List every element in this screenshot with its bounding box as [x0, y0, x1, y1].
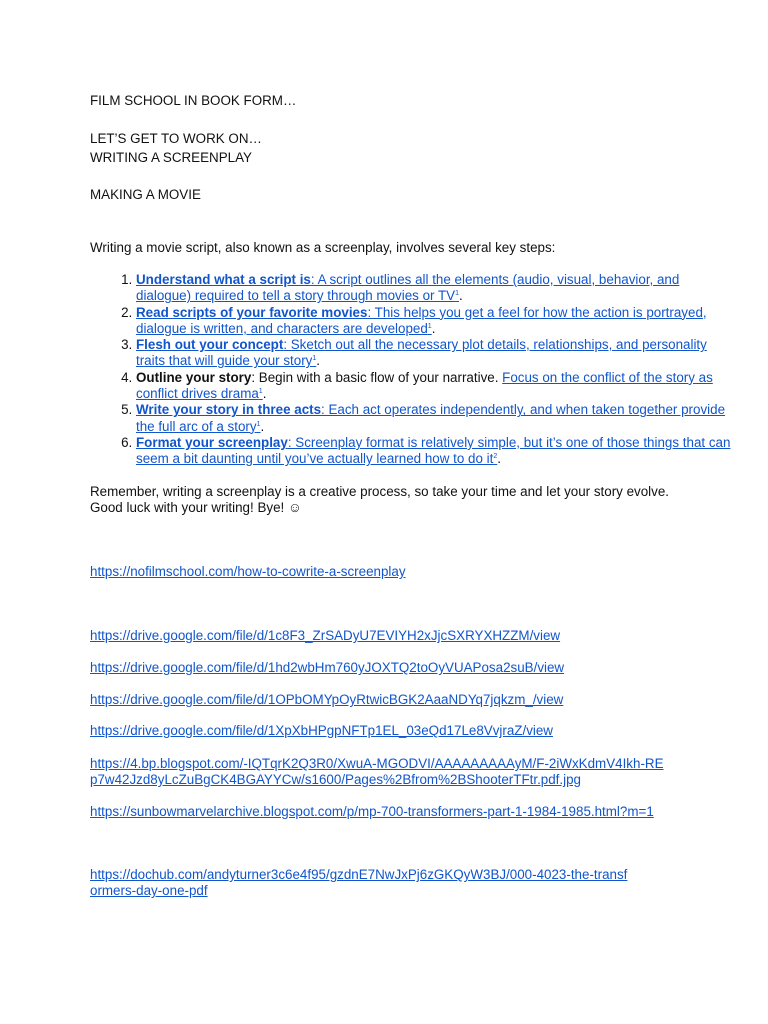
url-link[interactable]: https://drive.google.com/file/d/1XpXbHPgpNFTp1EL_03eQd17Le8VvjraZ/view	[90, 723, 553, 738]
list-item: 4. Outline your story: Begin with a basic flow of your narrative. Focus on the conflict of the story as conflict drives drama$^1$.	[136, 370, 736, 403]
intro-text: Writing a movie script, also known as a screenplay, involves several key steps:	[90, 240, 556, 255]
heading-writing-screenplay: WRITING A SCREENPLAY	[90, 150, 252, 165]
list-item: 5. Write your story in three acts: Each act operates independently, and when taken together provide the full arc of a story$^1$.	[136, 402, 736, 435]
step-link[interactable]: Format your screenplay: Screenplay format is relatively simple, but it’s one of those things that can seem a bit daunting until you’ve actually learned how to do $it^2$	[136, 434, 731, 467]
step-text: : Begin with a basic flow of your narrative.	[251, 369, 503, 385]
step-link[interactable]: Read scripts of your favorite movies: This helps you get a feel for how the action is portrayed, dialogue is written, and characters are developed$^1$	[136, 304, 707, 336]
closing-paragraph: Remember, writing a screenplay is a creative process, so take your time and let your story evolve. Good luck with your writing! Bye! ☺	[90, 484, 670, 516]
step-link[interactable]: Write your story in three acts: Each act operates independently, and when taken together provide the full arc of a story$^1$	[136, 402, 726, 434]
url-link[interactable]: https://4.bp.blogspot.com/-IQTqrK2Q3R0/XwuA-MGODVI/AAAAAAAAAyM/F-2iWxKdmV4Ikh-REp7w42Jzd8yLcZuBgCK4BGAYYCw/s1600/Pages%2Bfrom%2BShooterTFtr.pdf.jpg	[90, 756, 664, 787]
list-item: 1. Understand what a script is: A script outlines all the elements (audio, visual, behavior, and dialogue) required to tell a story through movies or $TV^1$.	[136, 272, 736, 305]
list-item: 2. Read scripts of your favorite movies: This helps you get a feel for how the action is portrayed, dialogue is written, and characters are developed$^1$.	[136, 305, 736, 338]
step-link[interactable]: Understand what a script is: A script outlines all the elements (audio, visual, behavior, and dialogue) required to tell a story through movies or $TV^1$	[136, 272, 680, 304]
url-link[interactable]: https://drive.google.com/file/d/1OPbOMYpOyRtwicBGK2AaaNDYq7jqkzm_/view	[90, 692, 564, 707]
url-link[interactable]: https://sunbowmarvelarchive.blogspot.com/p/mp-700-transformers-part-1-1984-1985.html?m=1	[90, 804, 654, 819]
heading-film-school: FILM SCHOOL IN BOOK FORM…	[90, 93, 297, 108]
heading-making-movie: MAKING A MOVIE	[90, 187, 201, 202]
url-link[interactable]: https://dochub.com/andyturner3c6e4f95/gzdnE7NwJxPj6zGKQyW3BJ/000-4023-the-transformers-day-one-pdf	[90, 867, 628, 898]
heading-lets-get-to-work: LET’S GET TO WORK ON…	[90, 131, 262, 146]
step-link[interactable]: Focus on the conflict of the story as conflict drives drama$^1$	[136, 369, 713, 402]
steps-list	[90, 272, 736, 468]
url-link[interactable]: https://drive.google.com/file/d/1hd2wbHm760yJOXTQ2toOyVUAPosa2suB/view	[90, 660, 565, 675]
list-item: 3. Flesh out your concept: Sketch out all the necessary plot details, relationships, and personality traits that will guide your story$^1$.	[136, 337, 736, 370]
url-link[interactable]: https://nofilmschool.com/how-to-cowrite-a-screenplay	[90, 564, 406, 579]
step-link[interactable]: Flesh out your concept: Sketch out all the necessary plot details, relationships, and personality traits that will guide your story$^1$	[136, 337, 707, 369]
url-link[interactable]: https://drive.google.com/file/d/1c8F3_ZrSADyU7EVIYH2xJjcSXRYXHZZM/view	[90, 628, 561, 643]
list-item: 6. Format your screenplay: Screenplay format is relatively simple, but it’s one of those things that can seem a bit daunting until you’ve actually learned how to do $it^2$.	[136, 435, 736, 468]
step-title: Outline your story	[136, 369, 252, 385]
